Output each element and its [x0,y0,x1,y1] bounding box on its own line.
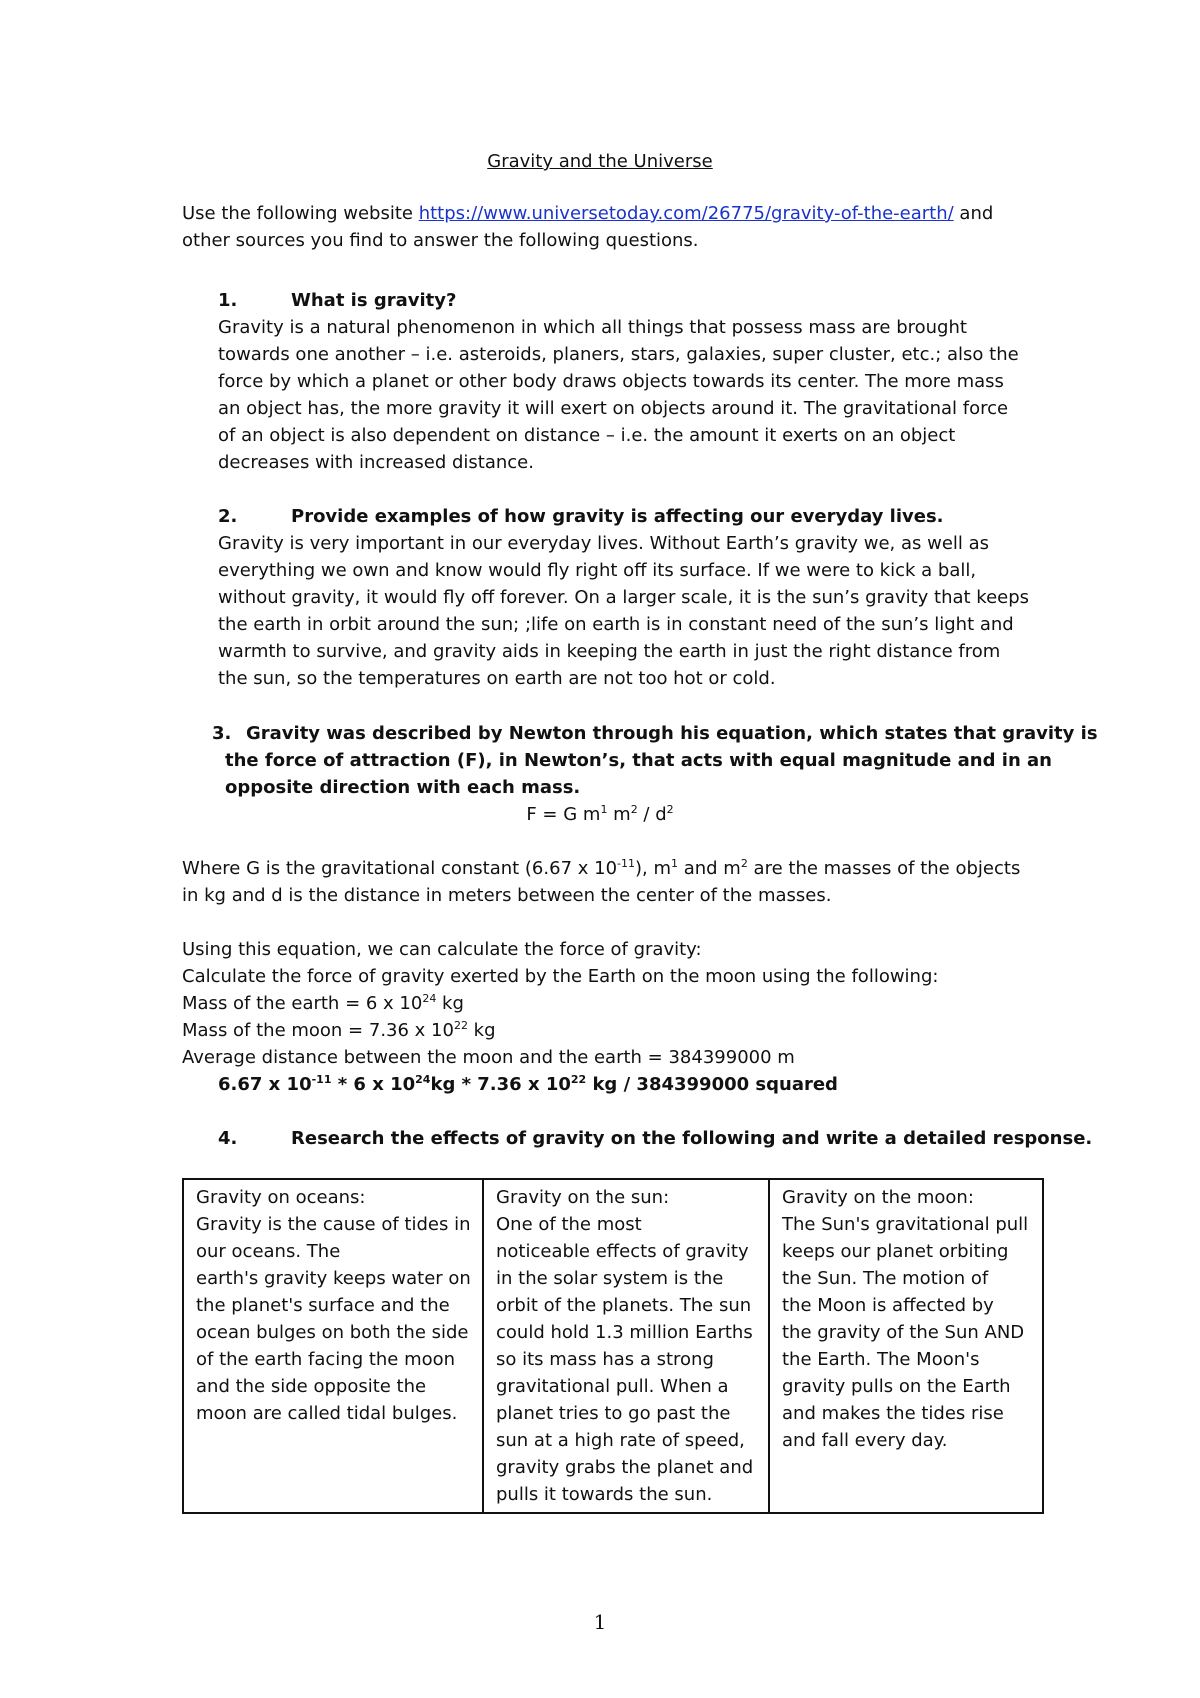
earth-mass: Mass of the earth = 6 x $10^{24}$ kg [182,992,464,1014]
question-4-number: 4. [218,1128,238,1149]
moon-mass: Mass of the moon = 7.36 x $10^{22}$ kg [182,1019,496,1041]
answer-line: warmth to survive, and gravity aids in keeping the earth in just the right distance from [218,641,1001,662]
cell-line: the Earth. The Moon's [782,1349,980,1370]
cell-line: in the solar system is the [496,1268,724,1289]
question-2-number: 2. [218,506,238,527]
cell-line: gravity pulls on the Earth [782,1376,1011,1397]
cell-line: earth's gravity keeps water on [196,1268,471,1289]
intro-line-2: other sources you find to answer the following questions. [182,230,699,251]
force-formula: 6.67 x $10^{-11} * 6$ x $10^{24}kg * 7.36$ x $10^{22}$ kg / 384399000 squared [218,1073,838,1095]
intro-text: Use the following website [182,203,419,224]
cell-body [496,1211,760,1508]
cell-line: keeps our planet orbiting [782,1241,1009,1262]
answer-line: everything we own and know would fly right off its surface. If we were to kick a ball, [218,560,977,581]
cell-line: ocean bulges on both the side [196,1322,469,1343]
question-4-text: Research the effects of gravity on the following and write a detailed response. [291,1128,1093,1149]
gravity-effects-table [182,1178,1044,1514]
answer-line: decreases with increased distance. [218,452,534,473]
average-distance: Average distance between the moon and the earth = 384399000 m [182,1047,795,1068]
source-link[interactable]: https://www.universetoday.com/26775/gravity-of-the-earth/ [418,203,954,224]
cell-line: The Sun's gravitational pull [782,1214,1029,1235]
cell-line: the gravity of the Sun AND [782,1322,1025,1343]
intro-line-1 [182,200,993,227]
question-1-number: 1. [218,290,238,311]
cell-line: could hold 1.3 million Earths [496,1322,753,1343]
question-2-text: Provide examples of how gravity is affecting our everyday lives. [291,506,944,527]
intro-suffix: and [953,203,994,224]
cell-line: gravitational pull. When a [496,1376,729,1397]
table-cell-oceans [183,1179,483,1513]
cell-heading: Gravity on the moon: [782,1187,974,1208]
question-3-text-line: opposite direction with each mass. [225,777,581,798]
cell-line: moon are called tidal bulges. [196,1403,458,1424]
where-line-1: Where G is the gravitational constant (6.67 x $10^{-11}$), $m^1$ and $m^2$ are the masses of the objects [182,857,1021,879]
table-cell-sun [483,1179,769,1513]
cell-body [196,1211,474,1427]
answer-line: towards one another – i.e. asteroids, planers, stars, galaxies, super cluster, etc.; also the [218,344,1019,365]
newton-equation: F = G $m^1$ $m^2 / d^2$ [526,803,674,825]
cell-body [782,1211,1034,1454]
question-3-text-line: the force of attraction (F), in Newton’s, that acts with equal magnitude and in an [225,750,1052,771]
cell-heading: Gravity on oceans: [196,1187,366,1208]
answer-line: an object has, the more gravity it will exert on objects around it. The gravitational force [218,398,1009,419]
cell-line: so its mass has a strong [496,1349,714,1370]
answer-line: Gravity is a natural phenomenon in which all things that possess mass are brought [218,317,967,338]
cell-line: noticeable effects of gravity [496,1241,749,1262]
cell-line: gravity grabs the planet and [496,1457,754,1478]
question-3-text-line: Gravity was described by Newton through his equation, which states that gravity is [246,723,1098,744]
page-title: Gravity and the Universe [487,151,713,172]
cell-line: planet tries to go past the [496,1403,731,1424]
cell-line: Gravity is the cause of tides in [196,1214,471,1235]
answer-line: the earth in orbit around the sun; ;life on earth is in constant need of the sun’s light and [218,614,1014,635]
cell-line: and the side opposite the [196,1376,427,1397]
using-equation-text: Using this equation, we can calculate the force of gravity: [182,939,702,960]
cell-line: and fall every day. [782,1430,948,1451]
cell-line: One of the most [496,1214,642,1235]
cell-line: orbit of the planets. The sun [496,1295,752,1316]
calculate-intro: Calculate the force of gravity exerted by the Earth on the moon using the following: [182,966,939,987]
answer-line: force by which a planet or other body draws objects towards its center. The more mass [218,371,1004,392]
cell-line: the Moon is affected by [782,1295,994,1316]
cell-heading: Gravity on the sun: [496,1187,670,1208]
cell-line: our oceans. The [196,1241,341,1262]
where-line-2: in kg and d is the distance in meters between the center of the masses. [182,885,832,906]
answer-line: the sun, so the temperatures on earth are not too hot or cold. [218,668,776,689]
question-1-text: What is gravity? [291,290,457,311]
cell-line: pulls it towards the sun. [496,1484,713,1505]
cell-line: sun at a high rate of speed, [496,1430,745,1451]
cell-line: of the earth facing the moon [196,1349,456,1370]
page-number: 1 [593,1610,607,1634]
answer-line: Gravity is very important in our everyday lives. Without Earth’s gravity we, as well as [218,533,990,554]
question-3-number: 3. [212,723,232,744]
table-row [183,1179,1043,1513]
cell-line: the Sun. The motion of [782,1268,989,1289]
answer-line: of an object is also dependent on distance – i.e. the amount it exerts on an object [218,425,956,446]
table-cell-moon [769,1179,1043,1513]
answer-line: without gravity, it would fly off forever. On a larger scale, it is the sun’s gravity that keeps [218,587,1030,608]
cell-line: and makes the tides rise [782,1403,1004,1424]
cell-line: the planet's surface and the [196,1295,450,1316]
